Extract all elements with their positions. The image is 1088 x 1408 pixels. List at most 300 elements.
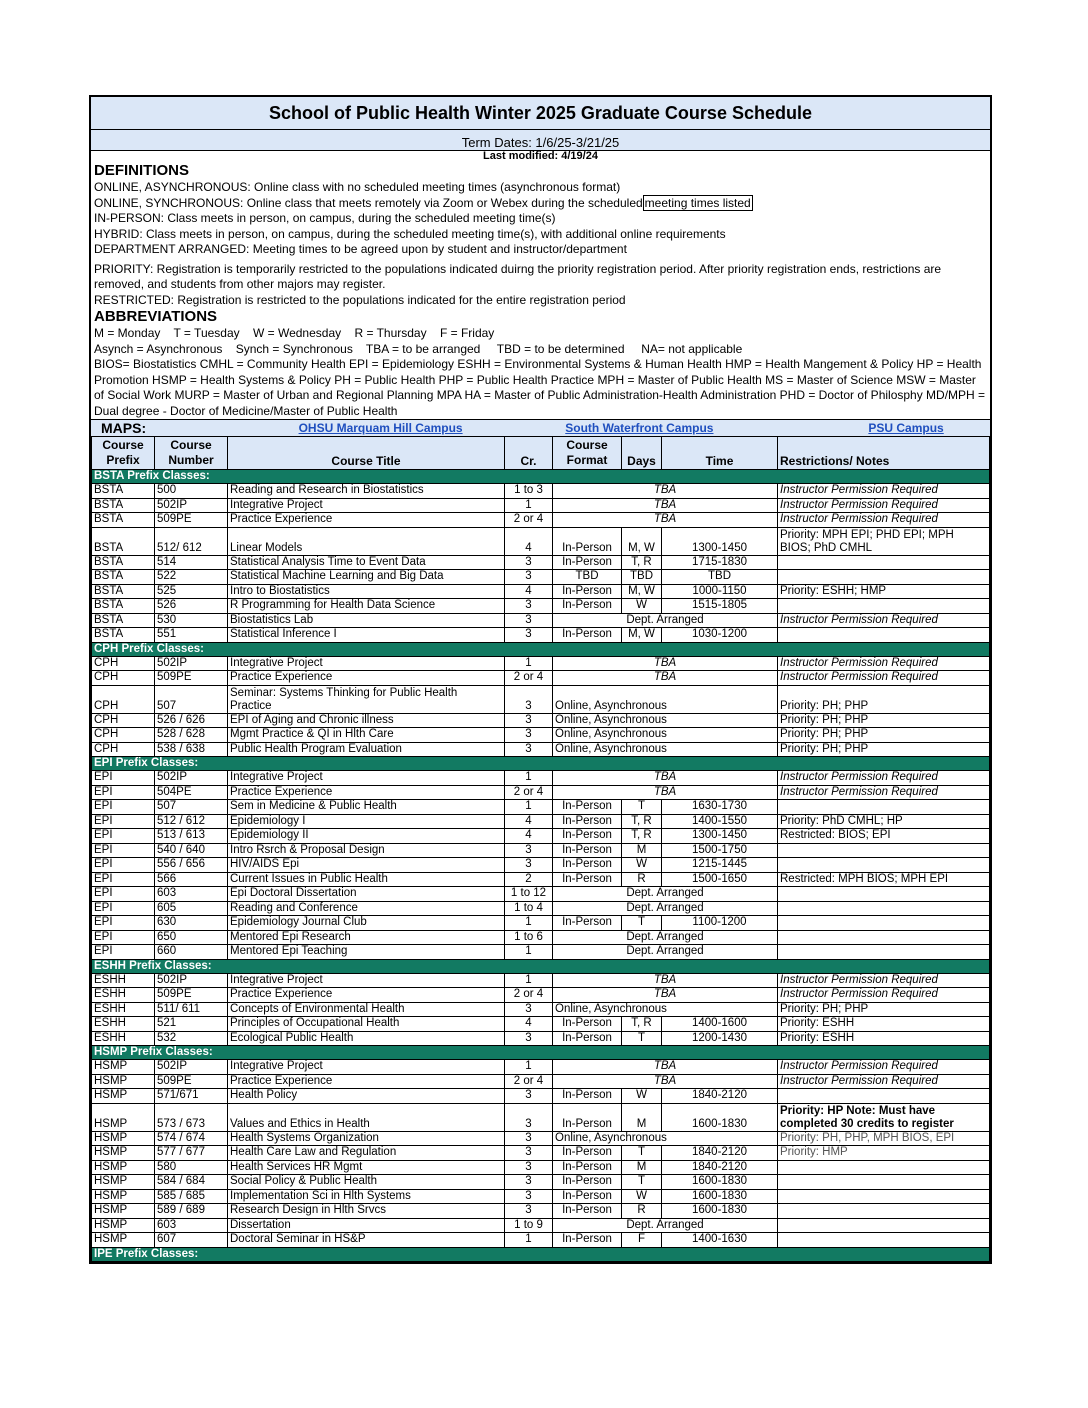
table-row <box>92 785 990 800</box>
course-number-cell: 589 / 689 <box>155 1204 228 1219</box>
notes-cell <box>778 599 990 614</box>
abbreviations-heading: ABBREVIATIONS <box>94 308 218 325</box>
table-row <box>92 498 990 513</box>
notes-cell: Priority: ESHH <box>778 1031 990 1046</box>
notes-cell <box>778 800 990 815</box>
time-cell: TBA <box>553 1074 778 1089</box>
course-title-cell: Integrative Project <box>228 973 505 988</box>
course-format-cell: In-Person <box>553 1103 622 1131</box>
table-row <box>92 1060 990 1075</box>
days-cell: W <box>622 1089 662 1104</box>
course-title-cell: Practice Experience <box>228 1074 505 1089</box>
days-cell: T, R <box>622 814 662 829</box>
course-title-cell: Integrative Project <box>228 771 505 786</box>
time-cell: TBD <box>662 570 778 585</box>
course-title-cell: Health Systems Organization <box>228 1131 505 1146</box>
credits-cell: 1 <box>505 973 553 988</box>
days-cell: T <box>622 1031 662 1046</box>
time-cell: 1600-1830 <box>662 1103 778 1131</box>
table-row <box>92 1074 990 1089</box>
table-row <box>92 872 990 887</box>
course-number-cell: 630 <box>155 916 228 931</box>
section-header-row <box>92 1247 990 1261</box>
course-prefix-cell: CPH <box>92 713 155 728</box>
table-row <box>92 527 990 555</box>
credits-cell: 3 <box>505 570 553 585</box>
days-cell: T <box>622 916 662 931</box>
time-cell: 1300-1450 <box>662 527 778 555</box>
table-row <box>92 843 990 858</box>
course-prefix-cell: CPH <box>92 728 155 743</box>
course-number-cell: 603 <box>155 887 228 902</box>
course-number-cell: 574 / 674 <box>155 1131 228 1146</box>
course-format-cell: In-Person <box>553 858 622 873</box>
credits-cell: 1 to 3 <box>505 484 553 499</box>
course-prefix-cell: HSMP <box>92 1189 155 1204</box>
table-row <box>92 973 990 988</box>
credits-cell: 3 <box>505 1160 553 1175</box>
notes-cell <box>778 1218 990 1233</box>
course-title-cell: Reading and Research in Biostatistics <box>228 484 505 499</box>
time-cell: 1215-1445 <box>662 858 778 873</box>
notes-cell: Instructor Permission Required <box>778 671 990 686</box>
course-format-cell: In-Person <box>553 843 622 858</box>
course-prefix-cell: CPH <box>92 671 155 686</box>
credits-cell: 1 to 6 <box>505 930 553 945</box>
course-number-cell: 511/ 611 <box>155 1002 228 1017</box>
course-prefix-cell: EPI <box>92 945 155 960</box>
notes-cell <box>778 1089 990 1104</box>
notes-cell: Priority: PH; PHP <box>778 728 990 743</box>
time-cell: TBA <box>553 484 778 499</box>
course-prefix-cell: BSTA <box>92 498 155 513</box>
credits-cell: 2 or 4 <box>505 988 553 1003</box>
notes-cell: Instructor Permission Required <box>778 1074 990 1089</box>
table-row <box>92 1103 990 1131</box>
days-cell: F <box>622 1233 662 1248</box>
notes-cell: Instructor Permission Required <box>778 498 990 513</box>
course-prefix-cell: HSMP <box>92 1060 155 1075</box>
course-title-cell: Mentored Epi Teaching <box>228 945 505 960</box>
time-cell: 1600-1830 <box>662 1175 778 1190</box>
credits-cell: 1 <box>505 800 553 815</box>
course-number-cell: 573 / 673 <box>155 1103 228 1131</box>
course-prefix-cell: EPI <box>92 785 155 800</box>
table-row <box>92 685 990 713</box>
course-title-cell: Integrative Project <box>228 656 505 671</box>
course-title-cell: Mentored Epi Research <box>228 930 505 945</box>
credits-cell: 3 <box>505 858 553 873</box>
course-prefix-cell: ESHH <box>92 988 155 1003</box>
course-prefix-cell: ESHH <box>92 1017 155 1032</box>
notes-cell: Priority: HP Note: Must have completed 30 credits to register <box>778 1103 990 1131</box>
course-prefix-cell: EPI <box>92 901 155 916</box>
time-cell: Dept. Arranged <box>553 945 778 960</box>
definitions-heading: DEFINITIONS <box>94 162 190 179</box>
course-prefix-cell: ESHH <box>92 973 155 988</box>
map-link-psu[interactable]: PSU Campus <box>868 421 944 435</box>
course-prefix-cell: CPH <box>92 656 155 671</box>
time-cell: Dept. Arranged <box>553 613 778 628</box>
course-prefix-cell: BSTA <box>92 513 155 528</box>
time-cell: TBA <box>553 771 778 786</box>
course-format-cell: In-Person <box>553 1089 622 1104</box>
notes-cell: Instructor Permission Required <box>778 988 990 1003</box>
course-prefix-cell: EPI <box>92 843 155 858</box>
time-cell: 1400-1600 <box>662 1017 778 1032</box>
course-number-cell: 566 <box>155 872 228 887</box>
course-prefix-cell: HSMP <box>92 1233 155 1248</box>
credits-cell: 1 to 12 <box>505 887 553 902</box>
table-row <box>92 829 990 844</box>
notes-cell <box>778 843 990 858</box>
notes-cell: Priority: ESHH; HMP <box>778 584 990 599</box>
course-number-cell: 509PE <box>155 1074 228 1089</box>
course-format-cell: In-Person <box>553 1204 622 1219</box>
credits-cell: 2 or 4 <box>505 671 553 686</box>
course-prefix-cell: EPI <box>92 887 155 902</box>
credits-cell: 3 <box>505 843 553 858</box>
course-title-cell: Practice Experience <box>228 513 505 528</box>
course-prefix-cell: EPI <box>92 814 155 829</box>
course-title-cell: R Programming for Health Data Science <box>228 599 505 614</box>
notes-cell: Priority: ESHH <box>778 1017 990 1032</box>
course-format-cell: In-Person <box>553 1175 622 1190</box>
days-cell: T, R <box>622 1017 662 1032</box>
course-prefix-cell: EPI <box>92 800 155 815</box>
course-title-cell: Integrative Project <box>228 498 505 513</box>
course-title-cell: Seminar: Systems Thinking for Public Health Practice <box>228 685 505 713</box>
table-row <box>92 1146 990 1161</box>
credits-cell: 3 <box>505 599 553 614</box>
credits-cell: 1 <box>505 1233 553 1248</box>
table-row <box>92 814 990 829</box>
col-title: Course Title <box>228 437 505 470</box>
section-header-row <box>92 642 990 656</box>
section-label: HSMP Prefix Classes: <box>92 1046 990 1060</box>
course-format-cell: In-Person <box>553 872 622 887</box>
time-cell: 1400-1630 <box>662 1233 778 1248</box>
credits-cell: 3 <box>505 613 553 628</box>
course-prefix-cell: HSMP <box>92 1089 155 1104</box>
course-number-cell: 585 / 685 <box>155 1189 228 1204</box>
course-prefix-cell: EPI <box>92 916 155 931</box>
course-number-cell: 650 <box>155 930 228 945</box>
days-cell: M <box>622 843 662 858</box>
course-format-cell: In-Person <box>553 1146 622 1161</box>
course-number-cell: 500 <box>155 484 228 499</box>
notes-cell: Instructor Permission Required <box>778 656 990 671</box>
course-format-cell: TBD <box>553 570 622 585</box>
time-cell: 1500-1650 <box>662 872 778 887</box>
course-title-cell: Practice Experience <box>228 785 505 800</box>
time-cell: 1600-1830 <box>662 1189 778 1204</box>
section-header-row <box>92 757 990 771</box>
table-row <box>92 613 990 628</box>
course-format-cell: In-Person <box>553 1031 622 1046</box>
col-days: Days <box>622 437 662 470</box>
credits-cell: 3 <box>505 1204 553 1219</box>
course-number-cell: 584 / 684 <box>155 1175 228 1190</box>
notes-cell <box>778 628 990 643</box>
course-format-cell: In-Person <box>553 1233 622 1248</box>
time-cell: TBA <box>553 671 778 686</box>
days-cell: W <box>622 858 662 873</box>
credits-cell: 3 <box>505 1103 553 1131</box>
course-title-cell: Intro to Biostatistics <box>228 584 505 599</box>
course-number-cell: 607 <box>155 1233 228 1248</box>
course-prefix-cell: CPH <box>92 742 155 757</box>
credits-cell: 3 <box>505 1031 553 1046</box>
course-number-cell: 522 <box>155 570 228 585</box>
time-cell: 1515-1805 <box>662 599 778 614</box>
table-row <box>92 570 990 585</box>
course-title-cell: Health Care Law and Regulation <box>228 1146 505 1161</box>
course-format-cell: Online, Asynchronous <box>553 728 778 743</box>
credits-cell: 2 or 4 <box>505 513 553 528</box>
table-row <box>92 858 990 873</box>
course-title-cell: Integrative Project <box>228 1060 505 1075</box>
course-title-cell: Principles of Occupational Health <box>228 1017 505 1032</box>
course-title-cell: Mgmt Practice & QI in Hlth Care <box>228 728 505 743</box>
course-title-cell: Reading and Conference <box>228 901 505 916</box>
table-row <box>92 671 990 686</box>
time-cell: TBA <box>553 513 778 528</box>
course-number-cell: 528 / 628 <box>155 728 228 743</box>
course-number-cell: 502IP <box>155 771 228 786</box>
course-title-cell: Health Services HR Mgmt <box>228 1160 505 1175</box>
notes-cell <box>778 930 990 945</box>
table-row <box>92 1218 990 1233</box>
course-format-cell: In-Person <box>553 599 622 614</box>
course-title-cell: EPI of Aging and Chronic illness <box>228 713 505 728</box>
credits-cell: 3 <box>505 1131 553 1146</box>
credits-cell: 3 <box>505 713 553 728</box>
time-cell: 1000-1150 <box>662 584 778 599</box>
notes-cell <box>778 887 990 902</box>
days-cell: M, W <box>622 628 662 643</box>
course-title-cell: Sem in Medicine & Public Health <box>228 800 505 815</box>
credits-cell: 1 <box>505 1060 553 1075</box>
credits-cell: 3 <box>505 628 553 643</box>
section-label: ESHH Prefix Classes: <box>92 959 990 973</box>
notes-cell: Priority: PH, PHP, MPH BIOS, EPI <box>778 1131 990 1146</box>
section-header-row <box>92 1046 990 1060</box>
table-row <box>92 901 990 916</box>
table-row <box>92 713 990 728</box>
credits-cell: 1 <box>505 916 553 931</box>
maps-label: MAPS: <box>101 420 147 436</box>
table-row <box>92 945 990 960</box>
course-title-cell: Statistical Analysis Time to Event Data <box>228 555 505 570</box>
course-format-cell: Online, Asynchronous <box>553 685 778 713</box>
credits-cell: 1 <box>505 945 553 960</box>
table-row <box>92 1204 990 1219</box>
section-header-row <box>92 470 990 484</box>
notes-cell: Priority: MPH EPI; PHD EPI; MPH BIOS; PhD CMHL <box>778 527 990 555</box>
time-cell: 1300-1450 <box>662 829 778 844</box>
credits-cell: 3 <box>505 555 553 570</box>
table-header-row <box>92 437 990 470</box>
course-number-cell: 512/ 612 <box>155 527 228 555</box>
course-prefix-cell: BSTA <box>92 484 155 499</box>
notes-cell: Priority: PH; PHP <box>778 713 990 728</box>
notes-cell <box>778 1233 990 1248</box>
course-format-cell: In-Person <box>553 628 622 643</box>
course-number-cell: 509PE <box>155 988 228 1003</box>
def-online-async: ONLINE, ASYNCHRONOUS: Online class with no scheduled meeting times (asynchronous format) <box>94 180 621 194</box>
col-number: Course Number <box>155 437 228 470</box>
def-priority: PRIORITY: Registration is temporarily restricted to the populations indicated duirng the priority registration period. After priority registration ends, restrictions are removed, and students from other majors may register. <box>94 261 942 291</box>
term-dates: Term Dates: 1/6/25-3/21/25 <box>91 130 990 151</box>
course-prefix-cell: HSMP <box>92 1131 155 1146</box>
section-label: IPE Prefix Classes: <box>92 1247 990 1261</box>
col-notes: Restrictions/ Notes <box>778 437 990 470</box>
course-prefix-cell: EPI <box>92 771 155 786</box>
time-cell: Dept. Arranged <box>553 930 778 945</box>
course-number-cell: 526 / 626 <box>155 713 228 728</box>
course-number-cell: 509PE <box>155 671 228 686</box>
abbr-formats: Asynch = Asynchronous Synch = Synchronous TBA = to be arranged TBD = to be determined NA= not applicable <box>94 341 743 356</box>
time-cell: 1100-1200 <box>662 916 778 931</box>
col-time: Time <box>662 437 778 470</box>
notes-cell: Priority: PH; PHP <box>778 685 990 713</box>
credits-cell: 4 <box>505 814 553 829</box>
def-online-sync <box>94 196 987 212</box>
course-number-cell: 509PE <box>155 513 228 528</box>
notes-cell: Instructor Permission Required <box>778 973 990 988</box>
credits-cell: 1 to 9 <box>505 1218 553 1233</box>
abbr-days: M = Monday T = Tuesday W = Wednesday R = Thursday F = Friday <box>94 326 495 340</box>
days-cell: T, R <box>622 829 662 844</box>
course-number-cell: 551 <box>155 628 228 643</box>
table-row <box>92 628 990 643</box>
course-prefix-cell: BSTA <box>92 628 155 643</box>
credits-cell: 3 <box>505 1175 553 1190</box>
course-title-cell: HIV/AIDS Epi <box>228 858 505 873</box>
credits-cell: 2 <box>505 872 553 887</box>
course-number-cell: 660 <box>155 945 228 960</box>
definitions-block <box>91 180 990 308</box>
days-cell: TBD <box>622 570 662 585</box>
days-cell: T, R <box>622 555 662 570</box>
time-cell: 1715-1830 <box>662 555 778 570</box>
maps-bar <box>91 419 990 436</box>
course-title-cell: Social Policy & Public Health <box>228 1175 505 1190</box>
def-online-sync-highlight: meeting times listed <box>644 195 751 210</box>
course-format-cell: In-Person <box>553 916 622 931</box>
days-cell: R <box>622 872 662 887</box>
notes-cell <box>778 916 990 931</box>
course-prefix-cell: BSTA <box>92 613 155 628</box>
credits-cell: 4 <box>505 584 553 599</box>
section-label: CPH Prefix Classes: <box>92 642 990 656</box>
time-cell: TBA <box>553 785 778 800</box>
time-cell: Dept. Arranged <box>553 901 778 916</box>
credits-cell: 3 <box>505 742 553 757</box>
time-cell: Dept. Arranged <box>553 1218 778 1233</box>
course-prefix-cell: BSTA <box>92 527 155 555</box>
course-prefix-cell: HSMP <box>92 1218 155 1233</box>
days-cell: M <box>622 1160 662 1175</box>
notes-cell: Restricted: MPH BIOS; MPH EPI <box>778 872 990 887</box>
credits-cell: 1 <box>505 498 553 513</box>
course-prefix-cell: HSMP <box>92 1175 155 1190</box>
course-title-cell: Implementation Sci in Hlth Systems <box>228 1189 505 1204</box>
time-cell: 1840-2120 <box>662 1160 778 1175</box>
time-cell: 1200-1430 <box>662 1031 778 1046</box>
table-row <box>92 930 990 945</box>
course-prefix-cell: BSTA <box>92 584 155 599</box>
table-row <box>92 599 990 614</box>
abbr-programs: BIOS= Biostatistics CMHL = Community Health EPI = Epidemiology ESHH = Environmental Systems & Human Health HMP = Health Mangement & Policy HP = Health Promotion HSMP = Health Systems & Policy PH = Public Health PHP = Public Health Practice MPH = Master of Public Health MS = Master of Science MSW = Master of Social Work MURP = Master of Urban and Regional Planning MPA HA = Master of Public Administration-Health Administration PHD = Doctor of Philosphy MD/MPH = Dual degree - Doctor of Medicine/Master of Public Health <box>94 357 986 418</box>
time-cell: 1630-1730 <box>662 800 778 815</box>
table-row <box>92 1175 990 1190</box>
col-format: Course Format <box>553 437 622 470</box>
last-modified: Last modified: 4/19/24 <box>483 150 598 162</box>
credits-cell: 4 <box>505 1017 553 1032</box>
days-cell: M <box>622 1103 662 1131</box>
schedule-sheet <box>89 95 992 1264</box>
course-format-cell: In-Person <box>553 1017 622 1032</box>
course-prefix-cell: HSMP <box>92 1146 155 1161</box>
course-number-cell: 538 / 638 <box>155 742 228 757</box>
table-row <box>92 800 990 815</box>
course-title-cell: Values and Ethics in Health <box>228 1103 505 1131</box>
table-row <box>92 771 990 786</box>
course-number-cell: 504PE <box>155 785 228 800</box>
course-prefix-cell: BSTA <box>92 570 155 585</box>
time-cell: TBA <box>553 988 778 1003</box>
course-number-cell: 502IP <box>155 1060 228 1075</box>
course-prefix-cell: EPI <box>92 872 155 887</box>
notes-cell <box>778 945 990 960</box>
map-link-south-waterfront[interactable]: South Waterfront Campus <box>565 421 714 435</box>
course-prefix-cell: HSMP <box>92 1074 155 1089</box>
course-number-cell: 530 <box>155 613 228 628</box>
credits-cell: 3 <box>505 1189 553 1204</box>
days-cell: T <box>622 800 662 815</box>
table-row <box>92 513 990 528</box>
table-row <box>92 728 990 743</box>
notes-cell: Priority: PH; PHP <box>778 1002 990 1017</box>
section-label: EPI Prefix Classes: <box>92 757 990 771</box>
col-credits: Cr. <box>505 437 553 470</box>
course-number-cell: 512 / 612 <box>155 814 228 829</box>
credits-cell: 3 <box>505 1146 553 1161</box>
course-prefix-cell: HSMP <box>92 1204 155 1219</box>
course-prefix-cell: HSMP <box>92 1160 155 1175</box>
course-format-cell: In-Person <box>553 584 622 599</box>
course-prefix-cell: HSMP <box>92 1103 155 1131</box>
time-cell: 1500-1750 <box>662 843 778 858</box>
time-cell: 1840-2120 <box>662 1089 778 1104</box>
def-dept-arranged: DEPARTMENT ARRANGED: Meeting times to be agreed upon by student and instructor/department <box>94 242 627 256</box>
notes-cell: Instructor Permission Required <box>778 771 990 786</box>
notes-cell: Instructor Permission Required <box>778 613 990 628</box>
notes-cell: Priority: HMP <box>778 1146 990 1161</box>
table-row <box>92 1233 990 1248</box>
course-title-cell: Biostatistics Lab <box>228 613 505 628</box>
course-title-cell: Doctoral Seminar in HS&P <box>228 1233 505 1248</box>
course-prefix-cell: EPI <box>92 930 155 945</box>
def-restricted: RESTRICTED: Registration is restricted to the populations indicated for the entire registration period <box>94 292 626 307</box>
page-title: School of Public Health Winter 2025 Graduate Course Schedule <box>91 97 990 130</box>
course-format-cell: In-Person <box>553 555 622 570</box>
course-number-cell: 556 / 656 <box>155 858 228 873</box>
table-row <box>92 988 990 1003</box>
map-link-ohsu[interactable]: OHSU Marquam Hill Campus <box>298 421 463 435</box>
